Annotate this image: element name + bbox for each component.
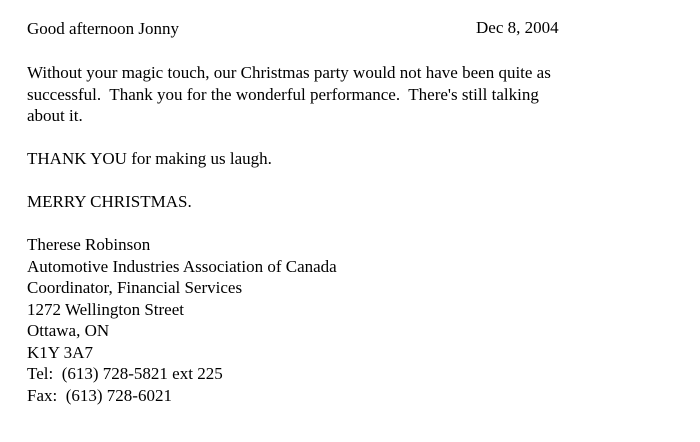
signature-street: 1272 Wellington Street (27, 299, 184, 319)
letter-date: Dec 8, 2004 (476, 18, 559, 37)
signature-postal-code: K1Y 3A7 (27, 342, 93, 362)
signature-fax: Fax: (613) 728-6021 (27, 385, 172, 405)
greeting-line: Good afternoon Jonny (27, 19, 180, 38)
body-line: successful. Thank you for the wonderful performance. There's still talking (27, 84, 539, 104)
signature-title: Coordinator, Financial Services (27, 278, 243, 297)
signature-tel: Tel: (613) 728-5821 ext 225 (27, 364, 223, 383)
signature-name: Therese Robinson (27, 235, 151, 254)
body-line: about it. (27, 106, 83, 125)
signature-block (27, 234, 337, 406)
signature-city: Ottawa, ON (27, 321, 110, 340)
body-line: Without your magic touch, our Christmas party would not have been quite as (27, 63, 551, 82)
letter-body (27, 62, 597, 127)
thanks-line: THANK YOU for making us laugh. (27, 149, 272, 168)
body-paragraph (27, 62, 597, 127)
signature-organization: Automotive Industries Association of Canada (27, 256, 337, 276)
closing-line: MERRY CHRISTMAS. (27, 192, 192, 211)
